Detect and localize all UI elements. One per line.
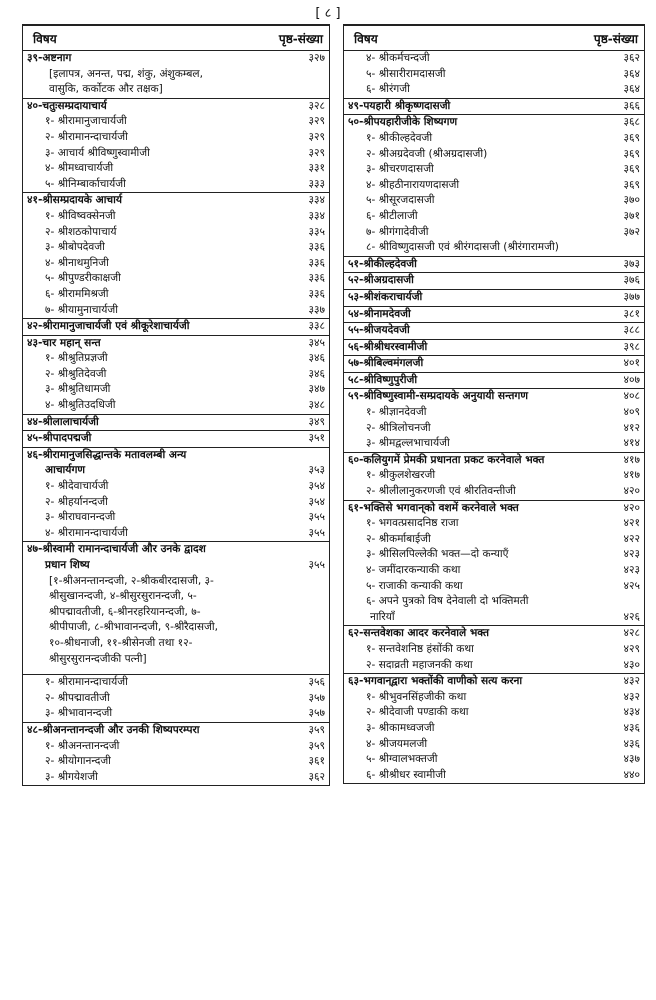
toc-entry xyxy=(23,430,329,447)
entry-title: ४१-श्रीसम्प्रदायके आचार्य xyxy=(27,194,123,207)
entry-title: १- श्रीकील्हदेवजी xyxy=(366,131,433,144)
toc-entry xyxy=(344,532,644,548)
toc-entry xyxy=(23,130,329,146)
header-subject: विषय xyxy=(33,31,57,46)
entry-page: ४१७ xyxy=(623,469,640,482)
entry-title: २- श्रीपद्मावतीजी xyxy=(45,691,110,704)
entry-title: ५- श्रीसारीरामदासजी xyxy=(366,67,446,80)
entry-title: ४८-श्रीअनन्तानन्दजी और उनकी शिष्यपरम्परा xyxy=(27,723,200,736)
entry-page: ३७६ xyxy=(623,274,640,287)
toc-entry xyxy=(23,225,329,241)
toc-entry xyxy=(344,272,644,289)
toc-entry xyxy=(23,335,329,352)
entry-page: ३६६ xyxy=(623,99,640,112)
entry-page: ३५५ xyxy=(308,511,325,524)
toc-entry xyxy=(23,303,329,319)
entry-page: ३५५ xyxy=(308,526,325,539)
entry-title: १- श्रीकुलशेखरजी xyxy=(366,469,436,482)
entry-title: ४- श्रीकर्मचन्दजी xyxy=(366,52,430,64)
page-number: [ ८ ] xyxy=(315,6,341,21)
entry-page: ३६२ xyxy=(308,770,325,783)
toc-entry xyxy=(344,98,644,115)
toc-entry xyxy=(344,131,644,147)
entry-page: ३६८ xyxy=(623,116,640,129)
entry-title: ३- श्रीश्रुतिधामजी xyxy=(45,383,111,396)
toc-entry xyxy=(344,468,644,484)
entry-page: ४३२ xyxy=(623,675,640,688)
entry-title: ४- श्रीमध्वाचार्यजी xyxy=(45,162,114,175)
entry-title: २- श्रीहर्यानन्दजी xyxy=(45,495,108,508)
toc-entry xyxy=(344,547,644,563)
entry-title: १- श्रीश्रुतिप्रज्ञजी xyxy=(45,352,108,365)
entry-page: ३४७ xyxy=(308,383,325,396)
entry-page: ३५१ xyxy=(308,432,325,445)
entry-title: ५१-श्रीकील्हदेवजी xyxy=(348,257,417,270)
entry-page: ४१४ xyxy=(623,437,640,450)
entry-title: ३- श्रीराघवानन्दजी xyxy=(45,511,116,524)
entry-page: ३८१ xyxy=(623,307,640,320)
entry-title: १- श्रीज्ञानदेवजी xyxy=(366,406,427,419)
entry-page: ३३३ xyxy=(308,177,325,190)
toc-entry xyxy=(23,98,329,115)
entry-title: १- श्रीभुवनसिंहजीकी कथा xyxy=(366,690,467,703)
entry-page: ३३६ xyxy=(308,287,325,300)
entry-title: [इलापत्र, अनन्त, पद्म, शंकु, अंशुकम्बल, xyxy=(49,67,203,80)
entry-page: ४२२ xyxy=(623,532,640,545)
toc-entry xyxy=(23,574,329,590)
entry-title: ३- श्रीसिलपिल्लेकी भक्त—दो कन्याएँ xyxy=(366,548,509,561)
toc-entry xyxy=(23,240,329,256)
entry-page: ३६९ xyxy=(623,147,640,160)
toc-entry xyxy=(344,500,644,517)
entry-title: ३- श्रीभावानन्दजी xyxy=(45,707,113,720)
toc-entry xyxy=(344,594,644,610)
entry-page: ४२१ xyxy=(623,517,640,530)
toc-entry xyxy=(23,674,329,691)
entry-page: ३४६ xyxy=(308,352,325,365)
toc-entry xyxy=(23,495,329,511)
entry-title: ४३-चार महान् सन्त xyxy=(27,336,101,349)
entry-title: ३- श्रीगयेशजी xyxy=(45,770,98,783)
entry-title: २- श्रीरामानन्दाचार्यजी xyxy=(45,130,128,143)
entry-page: ४३७ xyxy=(623,753,640,766)
toc-entry xyxy=(23,526,329,542)
toc-entry xyxy=(23,287,329,303)
entry-page: ३७० xyxy=(623,194,640,207)
entry-title: ५८-श्रीविष्णुपुरीजी xyxy=(348,373,418,386)
entry-title: श्रीसुखानन्दजी, ४-श्रीसुरसुरानन्दजी, ५- xyxy=(49,590,197,603)
column-header xyxy=(344,26,644,51)
entry-title: ४९-पयहारी श्रीकृष्णदासजी xyxy=(348,99,451,112)
entry-page: ३६१ xyxy=(308,755,325,768)
toc-entry xyxy=(23,510,329,526)
entry-title: वासुकि, कर्कोटक और तक्षक] xyxy=(49,83,163,96)
spacer xyxy=(23,667,329,674)
entry-title: १- सन्तवेशनिष्ठ हंसोंकी कथा xyxy=(366,642,474,655)
toc-entry xyxy=(344,114,644,131)
entry-title: ५९-श्रीविष्णुस्वामी-सम्प्रदायके अनुयायी सन्तगण xyxy=(348,390,529,403)
entry-title: ५३-श्रीशंकराचार्यजी xyxy=(348,290,423,303)
entry-page: ४३४ xyxy=(623,706,640,719)
entry-page: ३६४ xyxy=(623,83,640,96)
toc-entry xyxy=(23,636,329,652)
toc-entry xyxy=(344,658,644,674)
entry-title: ४४-श्रीलालाचार्यजी xyxy=(27,415,99,428)
entry-page: ३२९ xyxy=(308,130,325,143)
toc-entry xyxy=(23,706,329,722)
toc-entry xyxy=(23,620,329,636)
entry-title: ३- श्रीचरणदासजी xyxy=(366,163,434,176)
entry-title: १- श्रीदेवाचार्यजी xyxy=(45,480,109,493)
toc-entry xyxy=(344,673,644,690)
toc-entry xyxy=(23,177,329,193)
toc-entry xyxy=(23,82,329,98)
entry-page: ४३० xyxy=(623,658,640,671)
column-header xyxy=(23,26,329,51)
toc-entry xyxy=(23,479,329,495)
toc-column-left xyxy=(22,24,330,786)
entry-title: ३- श्रीमद्वल्लभाचार्यजी xyxy=(366,437,450,450)
toc-entry xyxy=(344,51,644,67)
entry-page: ३६९ xyxy=(623,131,640,144)
entry-title: ६२-सन्तवेशका आदर करनेवाले भक्त xyxy=(348,627,490,640)
entry-title: ६०-कलियुगमें प्रेमकी प्रधानता प्रकट करनेवाले भक्त xyxy=(348,453,545,466)
toc-entry xyxy=(23,146,329,162)
entry-title: ५- श्रीग्वालभक्तजी xyxy=(366,753,438,766)
entry-title: ४- श्रीनाथमुनिजी xyxy=(45,256,109,269)
entry-page: ४१२ xyxy=(623,421,640,434)
toc-entry xyxy=(344,563,644,579)
toc-entry xyxy=(344,256,644,273)
toc-entry xyxy=(344,322,644,339)
entry-page: ३६९ xyxy=(623,163,640,176)
toc-entry xyxy=(344,610,644,626)
entry-title: ६- श्रीश्रीधर स्वामीजी xyxy=(366,768,446,781)
entry-page: ३५७ xyxy=(308,707,325,720)
entry-page: ४०१ xyxy=(623,357,640,370)
toc-entry xyxy=(344,752,644,768)
entry-title: २- श्रीदेवाजी पण्डाकी कथा xyxy=(366,706,469,719)
entry-page: ३३४ xyxy=(308,209,325,222)
toc-entry xyxy=(344,516,644,532)
toc-entry xyxy=(344,240,644,256)
toc-entry xyxy=(23,589,329,605)
toc-entry xyxy=(344,484,644,500)
toc-entry xyxy=(23,67,329,83)
toc-entry xyxy=(23,367,329,383)
entry-page: ३४५ xyxy=(308,336,325,349)
entry-page: ४३२ xyxy=(623,690,640,703)
entry-page: ४२० xyxy=(623,485,640,498)
entry-page: ३३७ xyxy=(308,303,325,316)
entry-title: ५२-श्रीअग्रदासजी xyxy=(348,274,414,287)
toc-entry xyxy=(344,209,644,225)
entry-title: ४- श्रीरामानन्दाचार्यजी xyxy=(45,526,128,539)
header-subject: विषय xyxy=(354,31,378,46)
entry-page: ३५४ xyxy=(308,495,325,508)
entry-title: ५- श्रीनिम्बार्काचार्यजी xyxy=(45,177,126,190)
toc-column-right xyxy=(343,24,645,784)
entry-page: ३३६ xyxy=(308,272,325,285)
entry-page: ३३१ xyxy=(308,162,325,175)
entry-title: ७- श्रीयामुनाचार्यजी xyxy=(45,303,119,316)
entry-page: ४१७ xyxy=(623,453,640,466)
entry-page: ३६९ xyxy=(623,178,640,191)
entry-title: ४- श्रीहठीनारायणदासजी xyxy=(366,178,460,191)
toc-entry xyxy=(23,318,329,335)
toc-entry xyxy=(23,447,329,464)
entry-page: ३८८ xyxy=(623,324,640,337)
entry-title: ४- श्रीश्रुतिउदधिजी xyxy=(45,399,116,412)
toc-rows-right xyxy=(344,51,644,783)
entry-title: श्रीसुरसुरानन्दजीकी पत्नी] xyxy=(49,652,147,665)
toc-entry xyxy=(23,351,329,367)
entry-page: ४०९ xyxy=(623,406,640,419)
entry-page: ३२७ xyxy=(308,52,325,64)
toc-entry xyxy=(23,558,329,574)
toc-entry xyxy=(344,690,644,706)
entry-page: ४२३ xyxy=(623,564,640,576)
entry-title: २- श्रीकर्माबाईजी xyxy=(366,532,431,545)
entry-page: ३७७ xyxy=(623,290,640,303)
entry-page: ४२८ xyxy=(623,627,640,640)
entry-title: २- सदाव्रती महाजनकी कथा xyxy=(366,658,473,671)
entry-page: ३६४ xyxy=(623,67,640,80)
toc-entry xyxy=(344,355,644,372)
toc-entry xyxy=(23,722,329,739)
entry-title: ४- श्रीजयमलजी xyxy=(366,737,428,750)
entry-title: ४२-श्रीरामानुजाचार्यजी एवं श्रीकूरेशाचार्यजी xyxy=(27,320,190,333)
entry-title: ५४-श्रीनामदेवजी xyxy=(348,307,411,320)
entry-page: ४०८ xyxy=(623,390,640,403)
toc-entry xyxy=(344,147,644,163)
toc-entry xyxy=(344,642,644,658)
toc-entry xyxy=(23,192,329,209)
entry-title: १- भगवत्प्रसादनिष्ठ राजा xyxy=(366,517,459,530)
entry-title: ७- श्रीगंगादेवीजी xyxy=(366,225,429,238)
toc-entry xyxy=(23,652,329,668)
entry-page: ३६२ xyxy=(623,52,640,64)
entry-title: ३- आचार्य श्रीविष्णुस्वामीजी xyxy=(45,146,150,159)
entry-page: ३३८ xyxy=(308,320,325,333)
entry-title: २- श्रीशठकोपाचार्य xyxy=(45,225,117,238)
entry-page: ३३५ xyxy=(308,225,325,238)
entry-page: ३२८ xyxy=(308,99,325,112)
entry-page: ३७२ xyxy=(623,225,640,238)
entry-title: ८- श्रीविष्णुदासजी एवं श्रीरंगदासजी (श्रीरंगारामजी) xyxy=(366,241,559,254)
entry-title: ५६-श्रीश्रीधरस्वामीजी xyxy=(348,340,428,353)
entry-page: ४३६ xyxy=(623,737,640,750)
toc-entry xyxy=(344,388,644,405)
toc-entry xyxy=(344,193,644,209)
toc-entry xyxy=(344,82,644,98)
entry-title: ४६-श्रीरामानुजसिद्धान्तके मतावलम्बी अन्य xyxy=(27,448,187,461)
entry-title: ६- श्रीरंगजी xyxy=(366,83,410,96)
toc-entry xyxy=(23,541,329,558)
entry-title: १- श्रीविष्वक्सेनजी xyxy=(45,209,116,222)
entry-title: ५५-श्रीजयदेवजी xyxy=(348,324,410,337)
entry-page: ३५४ xyxy=(308,480,325,493)
toc-entry xyxy=(23,161,329,177)
toc-entry xyxy=(23,414,329,431)
toc-entry xyxy=(23,605,329,621)
entry-title: २- श्रीत्रिलोचनजी xyxy=(366,421,431,434)
entry-page: ४२६ xyxy=(623,610,640,623)
entry-title: ६- श्रीराममिश्रजी xyxy=(45,287,109,300)
entry-page: ३३६ xyxy=(308,256,325,269)
entry-page: ३५९ xyxy=(308,723,325,736)
toc-entry xyxy=(23,770,329,786)
entry-page: ३२९ xyxy=(308,115,325,128)
header-page: पृष्ठ-संख्या xyxy=(278,31,323,46)
entry-page: ४२५ xyxy=(623,579,640,592)
entry-title: ६- अपने पुत्रको विष देनेवाली दो भक्तिमती xyxy=(366,595,529,608)
entry-title: ३- श्रीकामध्वजजी xyxy=(366,721,435,734)
toc-entry xyxy=(344,225,644,241)
entry-title: ५७-श्रीबिल्वमंगलजी xyxy=(348,357,424,370)
toc-entry xyxy=(344,289,644,306)
entry-title: २- श्रीश्रुतिदेवजी xyxy=(45,367,107,380)
entry-page: ४३६ xyxy=(623,721,640,734)
entry-page: ३४९ xyxy=(308,415,325,428)
entry-page: ३५३ xyxy=(308,464,325,477)
toc-entry xyxy=(23,463,329,479)
entry-title: ६१-भक्तिसे भगवान्‌को वशमें करनेवाले भक्त xyxy=(348,501,519,514)
entry-page: ४०७ xyxy=(623,373,640,386)
entry-page: ३४८ xyxy=(308,399,325,412)
toc-entry xyxy=(23,691,329,707)
entry-page: ३९८ xyxy=(623,340,640,353)
entry-page: ३३६ xyxy=(308,241,325,254)
toc-entry xyxy=(344,436,644,452)
toc-entry xyxy=(344,768,644,784)
entry-title: २- श्रीयोगानन्दजी xyxy=(45,755,111,768)
entry-title: ४५-श्रीपादपद्मजी xyxy=(27,432,92,445)
entry-page: ३४६ xyxy=(308,367,325,380)
entry-title: ५- श्रीपुण्डरीकाक्षजी xyxy=(45,272,121,285)
entry-title: ६३-भगवान्‌द्वारा भक्तोंकी वाणीको सत्य करना xyxy=(348,675,523,688)
entry-title: ५- राजाकी कन्याकी कथा xyxy=(366,579,463,592)
entry-title: श्रीपीपाजी, ८-श्रीभावानन्दजी, ९-श्रीरैदासजी, xyxy=(49,621,219,634)
toc-entry xyxy=(344,162,644,178)
entry-title: १- श्रीरामानुजाचार्यजी xyxy=(45,115,127,128)
toc-entry xyxy=(23,382,329,398)
entry-page: ४४० xyxy=(623,768,640,781)
entry-page: ३५९ xyxy=(308,739,325,752)
toc-entry xyxy=(344,421,644,437)
toc-entry xyxy=(344,579,644,595)
entry-title: २- श्रीअग्रदेवजी (श्रीअग्रदासजी) xyxy=(366,147,488,160)
toc-entry xyxy=(23,51,329,67)
toc-entry xyxy=(344,737,644,753)
toc-entry xyxy=(344,306,644,323)
entry-title: ३- श्रीबोपदेवजी xyxy=(45,241,105,254)
header-page: पृष्ठ-संख्या xyxy=(593,31,638,46)
entry-title: ४- जमींदारकन्याकी कथा xyxy=(366,564,461,576)
entry-title: [१-श्रीअनन्तानन्दजी, २-श्रीकबीरदासजी, ३- xyxy=(49,574,214,587)
toc-entry xyxy=(344,625,644,642)
entry-page: ३५७ xyxy=(308,691,325,704)
entry-title: १- श्रीरामानन्दाचार्यजी xyxy=(45,676,128,689)
toc-entry xyxy=(23,398,329,414)
entry-title: १- श्रीअनन्तानन्दजी xyxy=(45,739,120,752)
entry-title: नारियाँ xyxy=(370,610,395,623)
entry-page: ४२० xyxy=(623,501,640,514)
entry-page: ४२३ xyxy=(623,548,640,561)
toc-entry xyxy=(344,721,644,737)
entry-title: ५०-श्रीपयहारीजीके शिष्यगण xyxy=(348,116,458,129)
toc-entry xyxy=(344,405,644,421)
toc-entry xyxy=(344,372,644,389)
entry-page: ३७१ xyxy=(623,209,640,222)
entry-page: ३३४ xyxy=(308,194,325,207)
toc-entry xyxy=(344,452,644,469)
toc-entry xyxy=(23,754,329,770)
toc-entry xyxy=(23,739,329,755)
toc-entry xyxy=(344,705,644,721)
entry-page: ४२९ xyxy=(623,642,640,655)
toc-entry xyxy=(23,256,329,272)
toc-entry xyxy=(23,209,329,225)
entry-page: ३७३ xyxy=(623,257,640,270)
entry-title: २- श्रीलीलानुकरणजी एवं श्रीरतिवन्तीजी xyxy=(366,485,516,498)
entry-title: प्रधान शिष्य xyxy=(45,559,90,571)
entry-title: ४०-चतुःसम्प्रदायाचार्य xyxy=(27,99,107,112)
entry-title: ३९-अष्टनाग xyxy=(27,52,72,64)
entry-title: १०-श्रीधनाजी, ११-श्रीसेनजी तथा १२- xyxy=(49,636,193,649)
toc-entry xyxy=(23,114,329,130)
entry-title: ४७-श्रीस्वामी रामानन्दाचार्यजी और उनके द्वादश xyxy=(27,543,206,556)
entry-title: ६- श्रीटीलाजी xyxy=(366,209,418,222)
toc-entry xyxy=(344,67,644,83)
entry-page: ३५६ xyxy=(308,676,325,689)
toc-entry xyxy=(23,271,329,287)
toc-entry xyxy=(344,339,644,356)
entry-title: आचार्यगण xyxy=(45,464,86,477)
entry-title: ५- श्रीसूरजदासजी xyxy=(366,194,435,207)
entry-page: ३५५ xyxy=(308,559,325,571)
toc-entry xyxy=(344,178,644,194)
toc-rows-left xyxy=(23,51,329,785)
entry-title: श्रीपद्मावतीजी, ६-श्रीनरहरियानन्दजी, ७- xyxy=(49,605,201,618)
entry-page: ३२९ xyxy=(308,146,325,159)
